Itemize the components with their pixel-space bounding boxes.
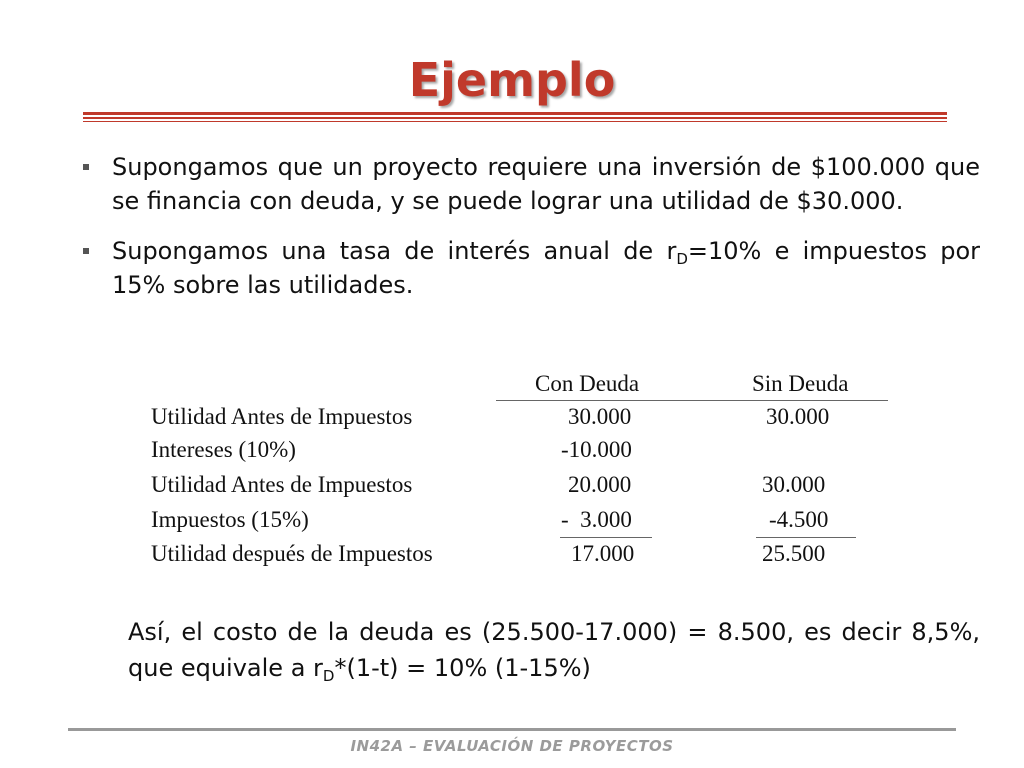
bullet-item-investment bbox=[80, 150, 980, 218]
row-label: Utilidad Antes de Impuestos bbox=[151, 404, 413, 429]
square-bullet-icon bbox=[83, 248, 89, 254]
column-header-sin-deuda: Sin Deuda bbox=[752, 371, 849, 396]
title-rule-bottom bbox=[83, 121, 947, 122]
row-value-con: 17.000 bbox=[571, 541, 635, 566]
row-value-sin: 30.000 bbox=[762, 472, 826, 497]
row-value-sin: 25.500 bbox=[762, 541, 826, 566]
conclusion-text bbox=[128, 614, 980, 686]
row-value-con: 20.000 bbox=[568, 472, 632, 497]
header-divider-line bbox=[496, 400, 888, 401]
square-bullet-icon bbox=[83, 164, 89, 170]
bullet-text-after: =10% e impuestos por 15% sobre las utilidades. bbox=[112, 237, 981, 299]
title-rule-top bbox=[83, 112, 947, 115]
row-value-con: 30.000 bbox=[568, 404, 632, 429]
bullet-item-interest-rate bbox=[80, 234, 980, 302]
column-header-con-deuda: Con Deuda bbox=[535, 371, 640, 396]
row-label: Utilidad después de Impuestos bbox=[151, 541, 433, 566]
row-value-con: - 3.000 bbox=[561, 507, 632, 532]
subscript-d: D bbox=[322, 667, 335, 685]
subscript-d: D bbox=[676, 250, 688, 268]
conclusion-after: *(1-t) = 10% (1-15%) bbox=[334, 654, 591, 682]
bullet-text: Supongamos que un proyecto requiere una inversión de $100.000 que se financia con deuda, y se puede lograr una utilidad de $30.000. bbox=[112, 153, 980, 215]
conclusion-before: Así, el costo de la deuda es (25.500-17.000) = 8.500, es decir 8,5%, que equivale a r bbox=[128, 618, 980, 682]
footer-course-label: IN42A – EVALUACIÓN DE PROYECTOS bbox=[350, 737, 674, 755]
row-label: Intereses (10%) bbox=[151, 437, 296, 462]
bullet-text-before: Supongamos una tasa de interés anual de r bbox=[112, 237, 677, 265]
row-value-sin: 30.000 bbox=[766, 404, 830, 429]
row-value-con: -10.000 bbox=[561, 437, 632, 462]
row-value-sin: -4.500 bbox=[769, 507, 829, 532]
total-rule-con bbox=[560, 537, 652, 538]
bullet-list bbox=[80, 150, 980, 318]
total-rule-sin bbox=[756, 537, 856, 538]
row-label: Impuestos (15%) bbox=[151, 507, 309, 532]
title-rule-middle bbox=[83, 117, 947, 119]
footer-rule bbox=[68, 728, 956, 731]
slide-title: Ejemplo bbox=[408, 53, 616, 107]
row-label: Utilidad Antes de Impuestos bbox=[151, 472, 413, 497]
